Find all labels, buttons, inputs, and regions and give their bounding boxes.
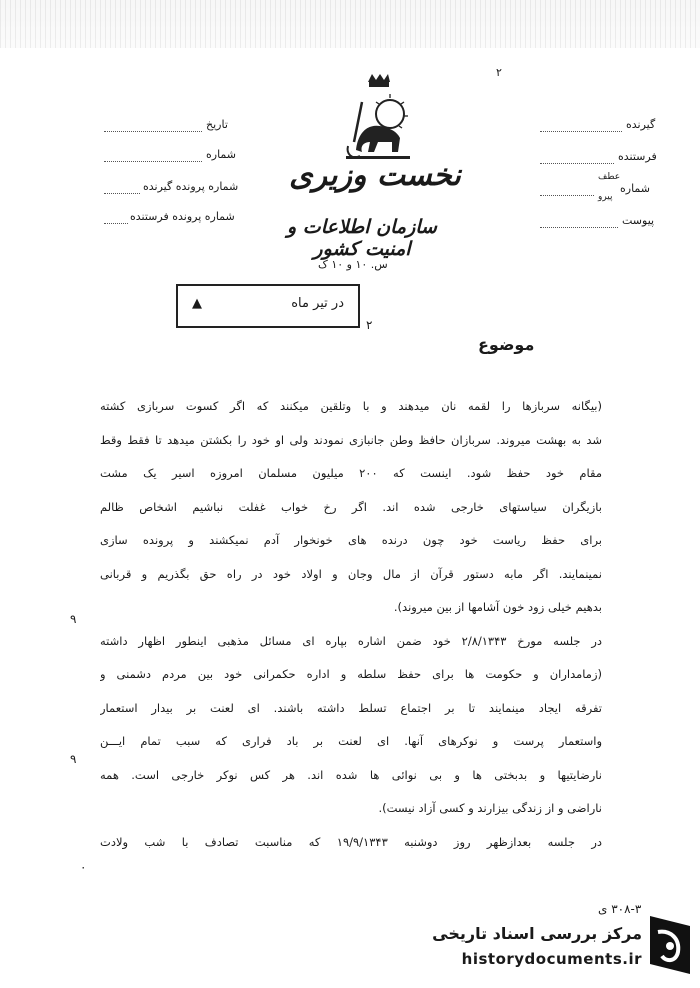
right-number-label: شماره [620, 182, 651, 195]
left-number-dotted-line [104, 160, 202, 162]
lion-and-sun-emblem-icon [338, 72, 418, 164]
box-number: ۲ [366, 318, 373, 332]
body-line: (زمامداران و حکومت ها برای حفظ سلطه و اداره حکمرانی خود بین مردم دشمنی و [100, 667, 602, 681]
body-line: بازیگران سیاستهای خارجی شده اند. اگر رخ خواب غفلت نباشیم اشخاص ظالم [100, 499, 602, 514]
stamp-text: در تیر ماه [291, 296, 344, 311]
recipient-file-label: شماره پرونده گیرنده [143, 180, 239, 193]
attachment-dotted-line [540, 226, 618, 228]
sender-file-dotted-line [104, 222, 128, 224]
body-line: (بیگانه سربازها را لقمه نان میدهند و با وتلقین میکنند که اگر کسوت سربازی کشته [100, 399, 602, 413]
body-line: تفرقه ایجاد مینمایند تا بر اجتماع تسلط داشته باشند. ای لعنت بر بیدار استعمار [100, 700, 602, 715]
body-line: نمینمایند. اگر مابه دستور قرآن از مال وجان و اولاد خود در راه حق بگذریم و قربانی [100, 566, 602, 581]
margin-mark: ۰ [80, 860, 87, 874]
org-title-prime-ministry: نخست وزیری [289, 158, 461, 193]
margin-mark: ۹ [70, 752, 77, 766]
recipient-label: گیرنده [626, 118, 656, 131]
follow-label: پیرو [598, 192, 613, 202]
body-line: بدهیم خیلی زود خون آشامها از بین میروند). [393, 600, 602, 614]
body-line: مقام خود حفظ شود. اینست که ۲۰۰ میلیون مسلمان امروزه اسیر یک مشت [100, 466, 602, 480]
body-line: شد به بهشت میروند. سربازان حافظ وطن جانبازی نمودند ولی او خود را بکشتن میدهد تا فقط وقط [100, 432, 602, 447]
sender-label: فرستنده [618, 150, 657, 163]
sender-dotted-line [540, 162, 614, 164]
stamp-box [176, 284, 360, 328]
margin-mark: ۹ [70, 612, 77, 626]
archive-code: ۳۰۸-۳ ی [598, 902, 642, 916]
recipient-dotted-line [540, 130, 622, 132]
body-line: ناراضی و از زندگی بیزارند و کسی آزاد نیست). [378, 801, 602, 815]
body-line: نارضایتیها و بدبختی ها و بی نوائی ها شده اند. هر کس نوکر خارجی است. همه [100, 767, 602, 782]
top-mark: ۲ [496, 66, 502, 79]
date-dotted-line [104, 130, 202, 132]
ref-label: عطف [598, 172, 621, 182]
left-number-label: شماره [206, 148, 237, 161]
archive-logo-icon [646, 912, 694, 978]
stamp-glyph: ▲ [192, 296, 202, 311]
org-title-savak: سازمان اطلاعات و امنیت کشور [287, 216, 437, 260]
subject-label: موضوع [478, 335, 535, 354]
archive-url: historydocuments.ir [461, 950, 642, 968]
body-line: در جلسه بعدازظهر روز دوشنبه ۱۹/۹/۱۳۴۳ که مناسبت تصادف با شب ولادت [100, 834, 602, 849]
body-line: در جلسه مورخ ۲/۸/۱۳۴۳ خود ضمن اشاره بپاره ای مسائل مذهبی اینطور اظهار داشته [100, 633, 602, 648]
archive-watermark [402, 902, 694, 982]
attachment-label: پیوست [622, 214, 655, 227]
letter-body [100, 390, 602, 859]
archive-name: مرکز بررسی اسناد تاریخی [432, 924, 642, 943]
date-label: تاریخ [206, 118, 228, 131]
recipient-file-dotted-line [104, 192, 140, 194]
body-line: واستعمار پرست و نوکرهای آنها. ای لعنت بر باد فراری که سبب تمام ایـــن [100, 734, 602, 748]
sender-file-label: شماره پرونده فرستنده [130, 210, 235, 223]
reference-number: س. ۱۰ و ۱۰ ک [318, 258, 388, 271]
scan-noise-strip [0, 0, 700, 48]
right-number-dotted-line [540, 194, 594, 196]
body-line: برای حفظ ریاست خود چون درنده های خونخوار آدم نمیکشند و پرونده سازی [100, 533, 602, 547]
